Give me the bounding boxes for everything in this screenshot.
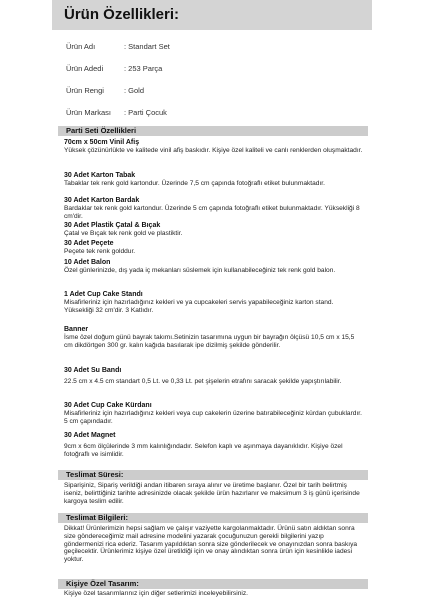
kisiye-ozel-paragraph: Kişiye özel tasarımlarınız için diğer setlerimizi inceleyebilirsiniz.	[64, 590, 248, 597]
item-heading: 30 Adet Karton Tabak	[64, 172, 136, 179]
teslimat-bilgileri-paragraph: Dikkat! Ürünlerimizin hepsi sağlam ve çalışır vaziyette kargolanmaktadır. Ürünü satın aldıktan sonra size göndereceğimiz mail adresine modelini yazarak çocuğunuzun gerekli bilgilerini yazıp göndermenizi rica ederiz. Tasarım yapıldıktan sonra size gönderilecek ve onayınızdan sonra baskıya geçilecektir. Ürünlerimiz kişiye özel üretildiği için ve onay alındıktan sonra ürün için kesinlikle iadesi yoktur.	[64, 525, 358, 564]
item-su-bandi	[64, 367, 364, 386]
item-text: Peçete tek renk golddur.	[64, 247, 136, 255]
page-title: Ürün Özellikleri:	[64, 6, 180, 23]
item-text: Misafirleriniz için hazırladığınız kekleri veya cup cakelerin üzerine batırabileceğiniz kürdan çubuklardır. 5 cm çapındadır.	[64, 409, 362, 425]
item-text: Yüksek çözünürlükte ve kalitede vinil afiş baskıdır. Kişiye özel kaliteli ve canlı renklerden oluşmaktadır.	[64, 146, 363, 154]
item-heading: 30 Adet Karton Bardak	[64, 197, 140, 204]
teslimat-suresi-text	[64, 482, 364, 505]
item-heading: 30 Adet Peçete	[64, 240, 114, 247]
product-properties	[66, 36, 366, 124]
section-header-teslimat-bilgileri: Teslimat Bilgileri:	[58, 513, 368, 523]
section-header-parti-seti: Parti Seti Özellikleri	[58, 126, 368, 136]
item-tabak	[64, 172, 364, 188]
section-header-teslimat-suresi: Teslimat Süresi:	[58, 470, 368, 480]
section-header-kisiye-ozel: Kişiye Özel Tasarım:	[58, 579, 368, 589]
property-value: : Standart Set	[124, 42, 170, 51]
item-catal-bicak	[64, 222, 364, 238]
item-heading: 30 Adet Magnet	[64, 432, 116, 439]
item-heading: 30 Adet Plastik Çatal & Bıçak	[64, 222, 161, 229]
item-text: Misafirleriniz için hazırladığınız kekleri ve ya cupcakeleri servis yapabileceğiniz karton stand. Yüksekliği 32 cm'dir. 3 Katlıdır.	[64, 298, 334, 314]
property-row	[66, 36, 366, 58]
title-bar	[52, 0, 372, 30]
property-key: Ürün Markası	[66, 108, 112, 117]
item-heading: 30 Adet Cup Cake Kürdanı	[64, 402, 152, 409]
item-heading: Banner	[64, 326, 89, 333]
teslimat-suresi-paragraph: Siparişiniz, Sipariş verildiği andan itibaren sıraya alınır ve üretime başlanır. Özel bir tarih belirtmiş iseniz, belirttiğiniz tarihte adresinizde olacak şekilde ürün hazırlanır ve maksimum 3 iş günü içerisinde kargoya teslim edilir.	[64, 482, 360, 505]
item-heading: 1 Adet Cup Cake Standı	[64, 291, 143, 298]
property-value: : Parti Çocuk	[124, 108, 167, 117]
item-text: Bardaklar tek renk gold kartondur. Üzerinde 5 cm çapında fotoğraflı etiket bulunmaktadır. Yüksekliği 8 cm'dir.	[64, 204, 360, 220]
teslimat-bilgileri-text	[64, 525, 364, 564]
item-text: İsme özel doğum günü bayrak takımı.Setinizin tasarımına uygun bir bayrağın ölçüsü 10,5 cm x 15,5 cm dikdörtgen 300 gr. kalın kağıda basılarak ipe dizilmiş şekilde gönderilir.	[64, 333, 355, 349]
item-afis	[64, 139, 364, 155]
property-key: Ürün Adedi	[66, 64, 104, 73]
item-cupcake-stand	[64, 291, 364, 314]
property-key: Ürün Rengi	[66, 86, 104, 95]
item-text: 22.5 cm x 4.5 cm standart 0,5 Lt. ve 0,33 Lt. pet şişelerin etrafını saracak şekilde yapıştırılabilir.	[64, 377, 342, 385]
item-bardak	[64, 197, 364, 220]
item-heading: 10 Adet Balon	[64, 259, 111, 266]
item-heading: 30 Adet Su Bandı	[64, 367, 122, 374]
item-heading: 70cm x 50cm Vinil Afiş	[64, 139, 140, 146]
item-pecete	[64, 240, 364, 256]
item-text: Çatal ve Bıçak tek renk gold ve plastiktir.	[64, 229, 183, 237]
property-value: : 253 Parça	[124, 64, 163, 73]
item-magnet	[64, 432, 364, 458]
property-row	[66, 80, 366, 102]
item-kurdan	[64, 402, 364, 425]
property-value: : Gold	[124, 86, 145, 95]
kisiye-ozel-text	[64, 590, 364, 598]
item-balon	[64, 259, 364, 275]
item-banner	[64, 326, 364, 349]
property-row	[66, 102, 366, 124]
item-text: 9cm x 6cm ölçülerinde 3 mm kalınlığındadır. Selefon kaplı ve aşınmaya dayanıklıdır. Kişiye özel fotoğraflı ve isimlidir.	[64, 442, 343, 458]
item-text: Özel günlerinizde, dış yada iç mekanları süslemek için kullanabileceğiniz tek renk gold balon.	[64, 266, 336, 274]
property-row	[66, 58, 366, 80]
property-key: Ürün Adı	[66, 42, 96, 51]
item-text: Tabaklar tek renk gold kartondur. Üzerinde 7,5 cm çapında fotoğraflı etiket bulunmaktadır.	[64, 179, 325, 187]
